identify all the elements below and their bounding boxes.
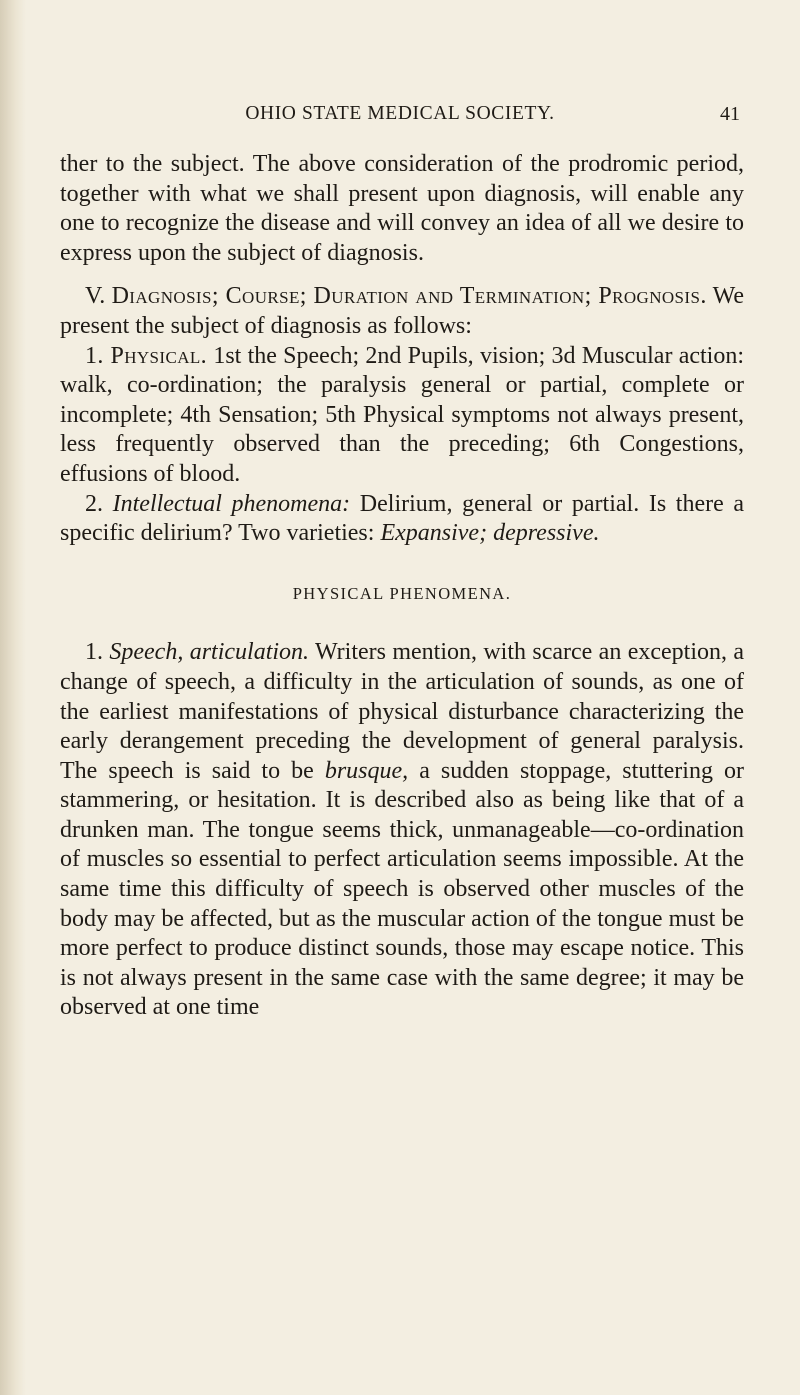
section-intro-text: We present the subject of diagnosis as follows:: [60, 283, 744, 339]
paragraph-continuation: ther to the subject. The above consideration of the prodromic period, together with what we shall present upon diagnosis, will enable any one to recognize the disease and will convey an idea of all we desire to express upon the subject of diagnosis.: [60, 151, 744, 266]
page-header: [60, 103, 740, 133]
physical-item-label: 1. Physical.: [85, 342, 208, 369]
intellectual-item-paragraph: [60, 490, 744, 549]
running-head: OHIO STATE MEDICAL SOCIETY.: [245, 103, 555, 124]
brusque-term: brusque,: [324, 757, 409, 784]
physical-item-paragraph: [60, 342, 744, 490]
page-body: [60, 150, 744, 1023]
speech-label: Speech, articulation.: [109, 639, 310, 666]
intellectual-item-label: Intellectual phenomena:: [112, 490, 351, 517]
expansive-term: Expansive;: [380, 520, 488, 547]
physical-item-text: 1st the Speech; 2nd Pupils, vision; 3d Muscular action: walk, co-ordination; the paralysis general or partial, complete or incomplete; 4th Sensation; 5th Physical symptoms not always present, less frequently observed than the preceding; 6th Congestions, effusions of blood.: [60, 342, 745, 487]
section-title: Diagnosis; Course; Duration and Termination; Prognosis.: [111, 283, 707, 310]
speech-text-part2: a sudden stoppage, stuttering or stammering, or hesitation. It is described also as being like that of a drunken man. The tongue seems thick, unmanageable—co-ordination of muscles so essential to perfect articulation seems impossible. At the same time this difficulty of speech is observed other muscles of the body may be affected, but as the muscular action of the tongue must be more perfect to produce distinct sounds, those may escape notice. This is not always present in the same case with the same degree; it may be observed at one time: [60, 757, 744, 1021]
speech-number: 1.: [85, 639, 103, 666]
depressive-term: depressive.: [493, 520, 600, 547]
speech-paragraph: [60, 638, 744, 1023]
intellectual-item-text: Delirium, general or partial. Is there a specific delirium? Two varieties:: [60, 490, 745, 547]
speech-text-part1: Writers mention, with scarce an exception, a change of speech, a difficulty in the articulation of sounds, as one of the earliest manifestations of physical disturbance characterizing the early derangement preceding the development of general paralysis. The speech is said to be: [60, 639, 745, 784]
section-heading: PHYSICAL PHENOMENA.: [292, 583, 512, 603]
page-edge-shadow: [0, 0, 26, 1395]
section-numeral: V.: [85, 283, 106, 310]
section-v-paragraph: [60, 282, 744, 341]
page-number: 41: [720, 103, 740, 125]
intellectual-item-number: 2.: [85, 490, 103, 517]
